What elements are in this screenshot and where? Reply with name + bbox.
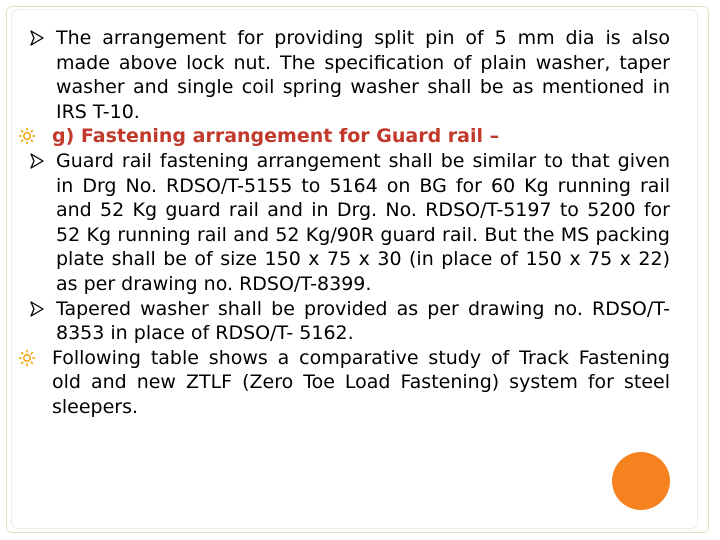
bullet-guard-rail-heading	[18, 124, 670, 149]
arrow-right-icon	[30, 153, 44, 169]
section-heading: Fastening arrangement for Guard rail –	[80, 125, 500, 148]
bullet-text: Guard rail fastening arrangement shall be similar to that given in Drg No. RDSO/T-5155 to 5164 on BG for 60 Kg running rail and 52 Kg guard rail and in Drg. No. RDSO/T-5197 to 5200 for 52 Kg running rail and 52 Kg/90R guard rail. But the MS packing plate shall be of size 150 x 75 x 30 (in place of 150 x 75 x 22) as per drawing no. RDSO/T-8399.	[56, 149, 670, 295]
bullet-split-pin	[18, 26, 670, 124]
arrow-right-icon	[30, 30, 44, 46]
bullet-text: Following table shows a comparative study of Track Fastening old and new ZTLF (Zero Toe Load Fastening) system for steel sleepers.	[52, 346, 670, 418]
sun-icon	[18, 349, 36, 367]
section-label: g)	[52, 125, 81, 148]
decorative-circle	[612, 452, 670, 510]
bullet-comparative-table	[18, 346, 670, 420]
sun-icon	[18, 127, 36, 145]
arrow-right-icon	[30, 301, 44, 317]
bullet-guard-rail-fastening	[18, 149, 670, 297]
bullet-tapered-washer	[18, 297, 670, 346]
bullet-text: The arrangement for providing split pin of 5 mm dia is also made above lock nut. The specification of plain washer, taper washer and single coil spring washer shall be as mentioned in IRS T-10.	[56, 27, 670, 123]
slide-content	[18, 26, 670, 420]
bullet-text: Tapered washer shall be provided as per drawing no. RDSO/T-8353 in place of RDSO/T- 5162.	[56, 297, 670, 345]
